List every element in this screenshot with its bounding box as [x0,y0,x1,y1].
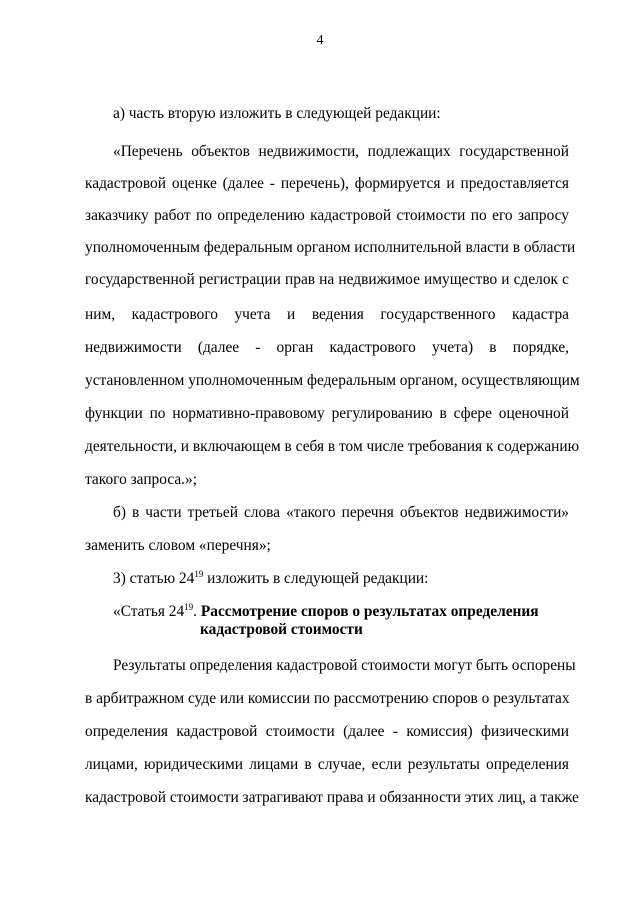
paragraph-b-line-1: б) в части третьей слова «такого перечня объектов недвижимости» [113,504,569,521]
article-body-line-3: определения кадастровой стоимости (далее - комиссия) физическими [85,723,569,740]
quote-line-10: деятельности, и включающем в себя в том числе требования к содержанию [85,438,580,455]
quote-line-11: такого запроса.»; [85,471,197,488]
quote-line-7: недвижимости (далее - орган кадастрового учета) в порядке, [85,339,569,356]
item-3-line [113,569,569,588]
article-body-line-2: в арбитражном суде или комиссии по рассмотрению споров о результатах [85,690,570,707]
article-title-part-2: кадастровой стоимости [200,621,363,638]
article-title-part-1: Рассмотрение споров о результатах определения [200,603,539,620]
quote-line-9: функции по нормативно-правовому регулированию в сфере оценочной [85,405,569,422]
quote-line-1: «Перечень объектов недвижимости, подлежащих государственной [113,143,569,160]
quote-line-6: ним, кадастрового учета и ведения государственного кадастра [85,306,569,323]
article-heading-line-1 [113,602,569,621]
item-3-text-start: 3) статью 24 [113,570,195,587]
quote-line-3: заказчику работ по определению кадастровой стоимости по его запросу [85,207,569,224]
quote-line-2: кадастровой оценке (далее - перечень), формируется и предоставляется [85,175,569,192]
article-body-line-5: кадастровой стоимости затрагивают права и обязанности этих лиц, а также [85,789,579,806]
item-3-superscript: 19 [194,569,204,579]
paragraph-a-line: а) часть вторую изложить в следующей редакции: [113,105,441,122]
article-body-line-4: лицами, юридическими лицами в случае, если результаты определения [85,756,569,773]
paragraph-b-line-2: заменить словом «перечня»; [85,537,271,554]
quote-line-4: уполномоченным федеральным органом исполнительной власти в области [85,239,576,256]
quote-line-8: установленном уполномоченным федеральным органом, осуществляющим [85,372,580,389]
article-superscript: 19 [184,602,194,612]
quote-line-5: государственной регистрации прав на недвижимое имущество и сделок с [85,271,569,288]
page-number: 4 [316,33,324,48]
article-label: «Статья 24 [113,603,185,620]
article-body-line-1: Результаты определения кадастровой стоимости могут быть оспорены [113,657,576,674]
article-label-dot: . [193,603,201,620]
item-3-text-end: изложить в следующей редакции: [203,570,429,587]
